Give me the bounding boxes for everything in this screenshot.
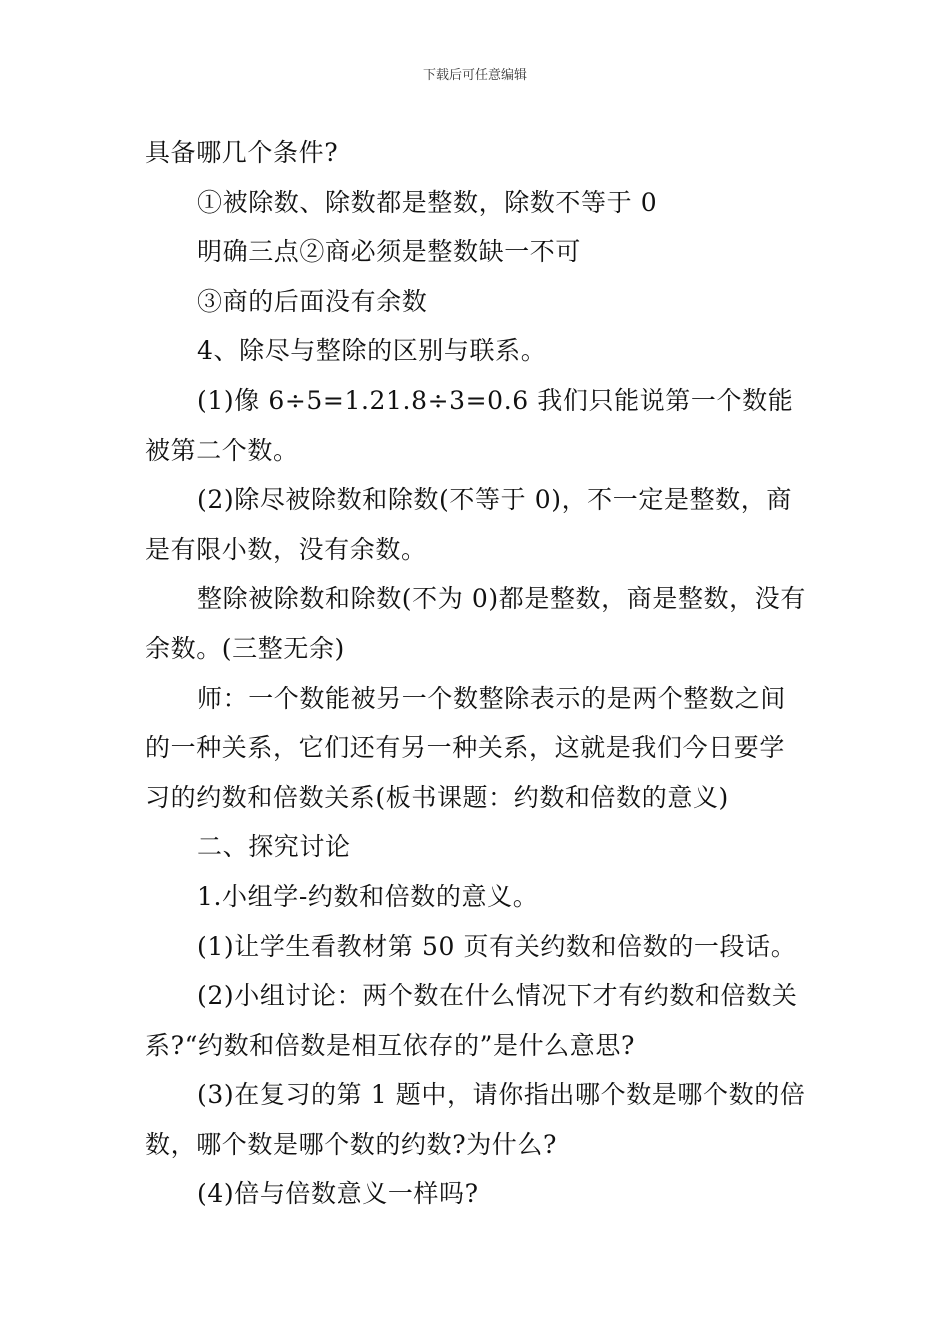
paragraph: (3)在复习的第 1 题中，请你指出哪个数是哪个数的倍数，哪个数是哪个数的约数?为什么? [145,1080,806,1159]
paragraph: 明确三点②商必须是整数缺一不可 [197,237,582,267]
paragraph: 4、除尽与整除的区别与联系。 [197,336,547,366]
section-heading: 二、探究讨论 [197,832,351,862]
document-body [145,128,810,1219]
paragraph: ①被除数、除数都是整数，除数不等于 0 [197,187,658,217]
paragraph: (4)倍与倍数意义一样吗? [197,1179,479,1209]
paragraph: (1)让学生看教材第 50 页有关约数和倍数的一段话。 [197,931,797,961]
paragraph: 整除被除数和除数(不为 0)都是整数，商是整数，没有余数。(三整无余) [145,584,806,663]
paragraph: (2)除尽被除数和除数(不等于 0)，不一定是整数，商是有限小数，没有余数。 [145,485,792,564]
paragraph: 1.小组学-约数和倍数的意义。 [197,881,539,911]
paragraph: (1)像 6÷5=1.21.8÷3=0.6 我们只能说第一个数能被第二个数。 [145,385,794,465]
paragraph: 具备哪几个条件? [145,138,339,167]
page-header: 下载后可任意编辑 [422,68,527,83]
paragraph: (2)小组讨论：两个数在什么情况下才有约数和倍数关系?“约数和倍数是相互依存的”是什么意思? [145,981,798,1060]
paragraph: 师：一个数能被另一个数整除表示的是两个整数之间的一种关系，它们还有另一种关系，这就是我们今日要学习的约数和倍数关系(板书课题：约数和倍数的意义) [145,683,786,812]
paragraph: ③商的后面没有余数 [197,286,428,316]
